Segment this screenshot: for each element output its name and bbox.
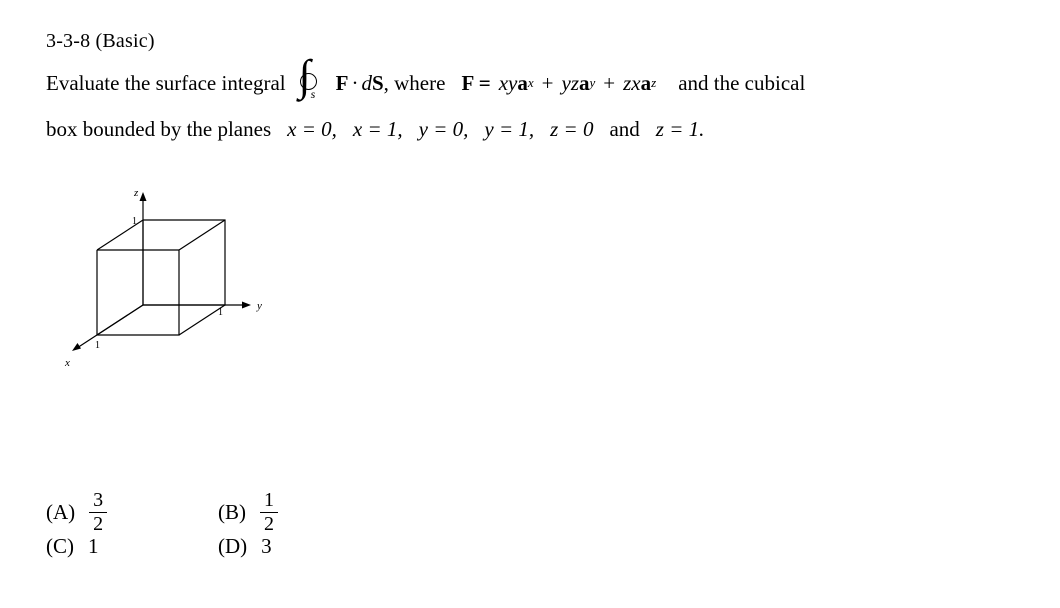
contour-integral-icon xyxy=(296,51,326,103)
and-text: and xyxy=(609,117,640,141)
surface-S: S xyxy=(371,70,384,95)
tick-label-x: 1 xyxy=(95,340,100,351)
answer-option-b[interactable] xyxy=(218,490,278,535)
cube-front-face xyxy=(97,250,179,335)
term1-subscript: x xyxy=(527,75,534,90)
answer-label-a: (A) xyxy=(46,500,76,524)
answer-label-d: (D) xyxy=(218,534,248,558)
answer-value-d: 3 xyxy=(261,534,272,558)
answer-value-b xyxy=(260,490,278,535)
dot-operator: · xyxy=(351,70,359,95)
problem-statement-line-2 xyxy=(46,117,704,142)
answer-b-numerator: 1 xyxy=(264,489,274,511)
answer-option-c[interactable] xyxy=(46,534,99,559)
problem-statement-line-1 xyxy=(46,51,806,103)
plus-sign-1: + xyxy=(541,70,554,95)
term2-coefficient: yz xyxy=(561,70,579,95)
problem-id: 3-3-8 (Basic) xyxy=(46,30,155,52)
tick-label-y: 1 xyxy=(218,307,223,318)
answer-value-a xyxy=(89,490,107,535)
answer-options xyxy=(46,482,466,564)
statement-tail: and the cubical xyxy=(678,70,806,95)
where-text: , where xyxy=(383,70,446,95)
plane-x0: x = 0, xyxy=(287,117,337,141)
field-equals: F = xyxy=(461,70,491,95)
cube-back-face xyxy=(143,220,225,305)
differential-d: d xyxy=(361,70,372,95)
answer-a-numerator: 3 xyxy=(93,489,104,511)
answer-label-c: (C) xyxy=(46,534,74,558)
term3-unit-vector: a xyxy=(640,70,652,95)
term1-coefficient: xy xyxy=(498,70,518,95)
statement-prefix: Evaluate the surface integral xyxy=(46,70,286,95)
answer-row-bottom xyxy=(46,534,466,564)
term2-unit-vector: a xyxy=(579,70,590,95)
answer-row-top xyxy=(46,482,466,534)
axis-label-y: y xyxy=(257,300,262,312)
vector-field-F: F xyxy=(335,70,349,95)
planes-prefix: box bounded by the planes xyxy=(46,117,272,141)
y-axis-arrow xyxy=(242,302,251,309)
plane-x1: x = 1, xyxy=(352,117,403,141)
answer-a-denominator: 2 xyxy=(93,513,104,535)
answer-value-c: 1 xyxy=(88,534,99,558)
integral-glyph: ∫ xyxy=(298,51,311,100)
plane-z1: z = 1. xyxy=(655,117,705,141)
cube-figure xyxy=(55,180,295,370)
z-axis-arrow xyxy=(140,192,147,201)
cube-edge-4 xyxy=(97,305,143,335)
answer-option-d[interactable] xyxy=(218,534,272,559)
x-axis-arrow xyxy=(72,343,81,351)
axis-label-x: x xyxy=(65,357,70,369)
answer-b-denominator: 2 xyxy=(264,513,274,535)
term3-subscript: z xyxy=(651,75,657,90)
term1-unit-vector: a xyxy=(517,70,528,95)
plane-z0: z = 0 xyxy=(550,117,594,141)
plane-y0: y = 0, xyxy=(418,117,469,141)
integral-subscript: s xyxy=(310,87,316,101)
term3-coefficient: zx xyxy=(623,70,641,95)
plus-sign-2: + xyxy=(603,70,616,95)
tick-label-z: 1 xyxy=(132,216,137,227)
axis-label-z: z xyxy=(134,187,139,199)
answer-label-b: (B) xyxy=(218,500,246,524)
plane-y1: y = 1, xyxy=(484,117,535,141)
answer-option-a[interactable] xyxy=(46,490,107,535)
cube-edge-2 xyxy=(179,220,225,250)
term2-subscript: y xyxy=(589,75,596,90)
